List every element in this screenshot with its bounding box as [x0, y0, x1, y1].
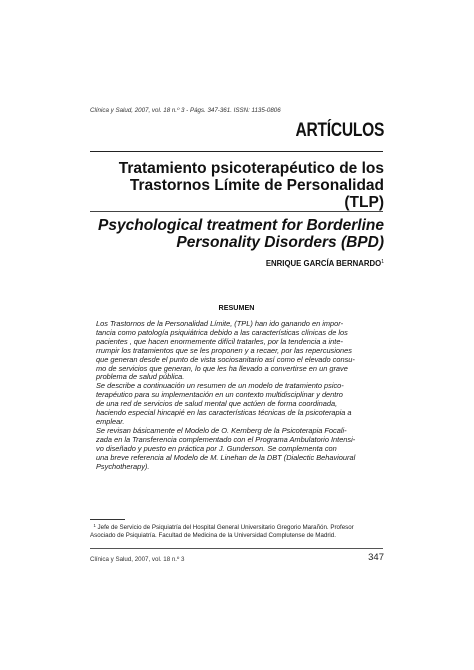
author-footnote-mark: 1: [381, 259, 384, 265]
abstract-line: haciendo especial hincapié en las características técnicas de la psicoterapia a: [96, 408, 352, 418]
title-spanish-line-1: Tratamiento psicoterapéutico de los: [118, 160, 384, 177]
abstract-line: tancia como patología psiquiátrica debido a las características clínicas de los: [96, 327, 348, 337]
abstract-line: Los Trastornos de la Personalidad Límite, (TPL) han ido ganando en impor-: [96, 319, 344, 328]
abstract-line: emplear.: [96, 416, 125, 426]
title-english: [84, 217, 384, 251]
title-divider-middle: [90, 211, 383, 212]
abstract-line: de una red de servicios de salud mental que actúen de forma coordinada,: [96, 399, 338, 409]
abstract-body: [90, 320, 383, 471]
abstract-line: pacientes , que hacen enormemente difícil tratarles, por la tendencia a inte-: [96, 336, 343, 346]
abstract-line: que generan desde el punto de vista sociosanitario así como el elevado consu-: [96, 354, 355, 364]
abstract-line: Se describe a continuación un resumen de un modelo de tratamiento psico-: [96, 381, 344, 391]
author-name-text: ENRIQUE GARCÍA BERNARDO: [265, 259, 382, 268]
title-spanish: [84, 160, 384, 211]
abstract-line: Se revisan básicamente el Modelo de O. Kernberg de la Psicoterapia Focali-: [96, 425, 347, 435]
abstract-paragraph-3: [90, 427, 383, 472]
title-english-line-1: Psychological treatment for Borderline: [98, 217, 384, 234]
section-label: ARTÍCULOS: [295, 120, 384, 141]
title-english-line-2: Personality Disorders (BPD): [176, 234, 384, 251]
author-name: [266, 259, 384, 268]
footer-divider: [90, 548, 383, 549]
author-footnote: [90, 522, 383, 540]
title-divider-top: [90, 151, 383, 152]
footnote-mark: 1: [93, 523, 96, 528]
footnote-line-2: Asociado de Psiquiatría. Facultad de Medicina de la Universidad Complutense de Madrid.: [90, 532, 336, 540]
abstract-line: rrumpir los tratamientos que se les proponen y a recaer, por las repercusiones: [96, 345, 352, 355]
abstract-heading: RESUMEN: [218, 303, 255, 312]
footer-journal: Clínica y Salud, 2007, vol. 18 n.º 3: [90, 556, 185, 563]
footnote-line-1: [90, 522, 383, 532]
abstract-line: mo de servicios que generan, lo que les ha llevado a convertirse en un grave: [96, 363, 348, 373]
abstract-line: Psychotherapy).: [96, 461, 150, 471]
footnote-text-1: Jefe de Servicio de Psiquiatría del Hospital General Universitario Gregorio Marañón. Profesor: [97, 524, 354, 531]
abstract-line: terapéutico para su implementación en un contexto multidisciplinar y dentro: [96, 390, 343, 400]
abstract-line: vo diseñado y puesto en práctica por J. Gunderson. Se complementa con: [96, 443, 337, 453]
abstract-line: una breve referencia al Modelo de M. Linehan de la DBT (Dialectic Behavioural: [96, 452, 356, 462]
title-spanish-line-2: Trastornos Límite de Personalidad: [129, 177, 384, 194]
journal-citation: Clínica y Salud, 2007, vol. 18 n.º 3 - Págs. 347-361. ISSN: 1135-0806: [90, 107, 281, 114]
page-number: 347: [368, 552, 384, 563]
abstract-line: problema de salud pública.: [96, 372, 185, 382]
abstract-paragraph-1: [90, 320, 383, 382]
footnote-divider: [90, 519, 125, 520]
abstract-line: zada en la Transferencia complementado con el Programa Ambulatorio Intensi-: [96, 434, 356, 444]
abstract-paragraph-2: [90, 382, 383, 427]
title-spanish-line-3: (TLP): [344, 194, 384, 211]
